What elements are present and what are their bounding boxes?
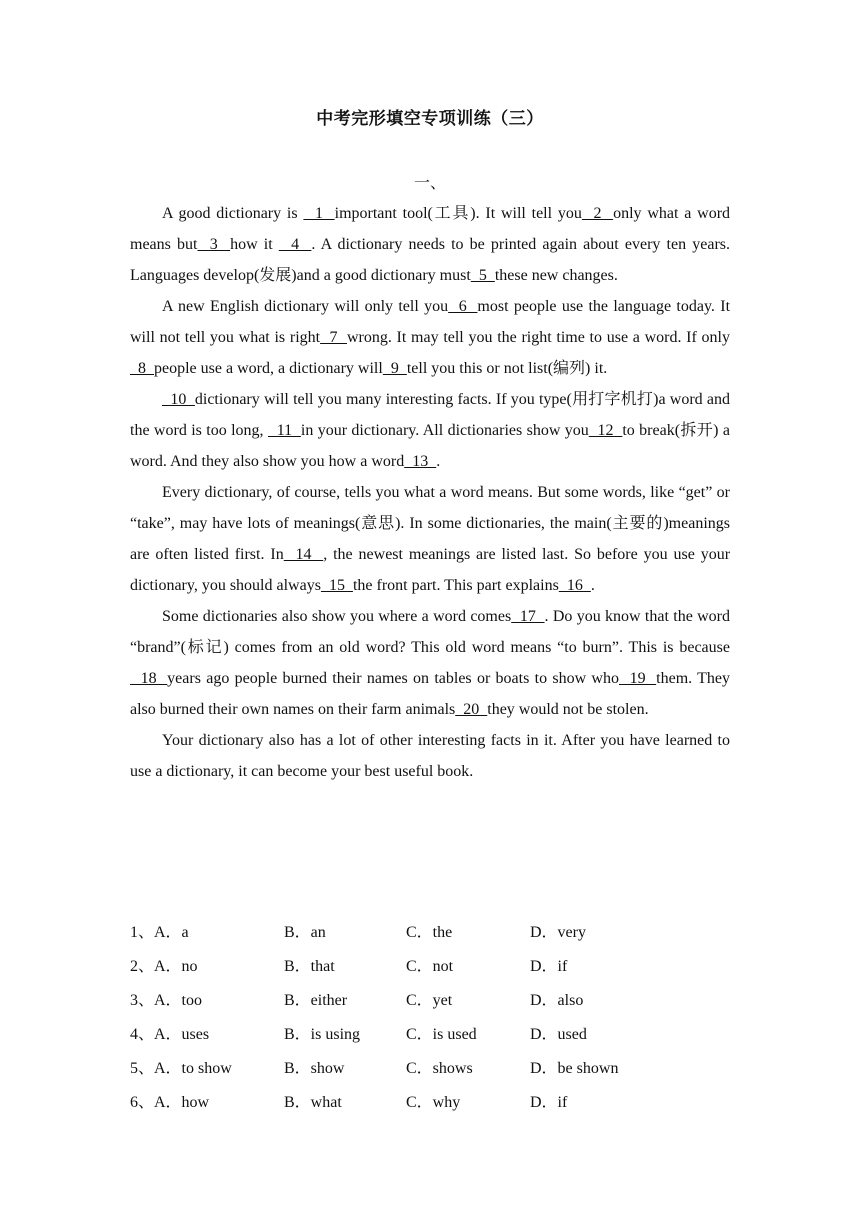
blank-number: 15	[320, 577, 353, 594]
option-row	[130, 1052, 750, 1086]
passage-text: them. They also burned their own names on their farm animals	[130, 670, 731, 718]
option-choice: B．an	[284, 924, 326, 941]
blank-number: 17	[511, 608, 545, 625]
blank-number: 14	[283, 546, 324, 563]
blank-number: 16	[558, 577, 591, 594]
answer-options	[130, 916, 750, 1120]
passage-text: Every dictionary, of course, tells you what a word means. But some words, like “get” or “take”, may have lots of meanings(意思). In some dictionaries, the main(主要的)meanings are often listed first. In	[130, 484, 730, 563]
option-choice: 5、A．to show	[130, 1060, 232, 1077]
passage-text: important tool(工具). It will tell you	[334, 205, 582, 222]
blank-number: 19	[618, 670, 657, 687]
passage-text: wrong. It may tell you the right time to use a word. If only	[346, 329, 730, 346]
option-choice: D．be shown	[530, 1060, 619, 1077]
passage-text: .	[436, 453, 441, 470]
passage-text: most people use the language today. It will not tell you what is right	[130, 298, 731, 346]
blank-number: 10	[162, 391, 195, 408]
blank-number: 2	[581, 205, 614, 222]
option-choice: 3、A．too	[130, 992, 203, 1009]
option-choice: D．used	[530, 1026, 587, 1043]
option-choice: 2、A．no	[130, 958, 198, 975]
blank-number: 5	[470, 267, 495, 284]
passage-text: . A dictionary needs to be printed again about every ten years. Languages develop(发展)and a good dictionary must	[130, 236, 731, 284]
option-choice: C．yet	[406, 992, 453, 1009]
blank-number: 4	[278, 236, 312, 253]
passage-text: these new changes.	[494, 267, 618, 284]
passage-text: . Do you know that the word “brand”(标记) comes from an old word? This old word means “to burn”. This is because	[130, 608, 731, 656]
blank-number: 11	[267, 422, 301, 439]
blank-number: 18	[130, 670, 168, 687]
blank-number: 8	[130, 360, 154, 377]
section-heading: 一、	[413, 173, 446, 192]
option-choice: B．is using	[284, 1026, 361, 1043]
blank-number: 20	[455, 701, 488, 718]
passage-text: Some dictionaries also show you where a word comes	[162, 608, 512, 625]
blank-number: 13	[404, 453, 437, 470]
passage-text: A new English dictionary will only tell you	[162, 298, 449, 315]
option-choice: B．either	[284, 992, 348, 1009]
option-choice: B．that	[284, 958, 335, 975]
passage-paragraph	[130, 384, 730, 477]
blank-number: 7	[320, 329, 347, 346]
passage-text: .	[590, 577, 595, 594]
option-choice: C．not	[406, 958, 454, 975]
option-row	[130, 916, 750, 950]
option-choice: C．the	[406, 924, 453, 941]
blank-number: 9	[382, 360, 407, 377]
option-choice: D．also	[530, 992, 584, 1009]
blank-number: 1	[303, 205, 335, 222]
passage-text: only what a word means but	[130, 205, 731, 253]
passage-text: dictionary will tell you many interesting facts. If you type(用打字机打)a word and the word is too long,	[130, 391, 730, 439]
passage-text: , the newest meanings are listed last. So before you use your dictionary, you should always	[130, 546, 731, 594]
passage-text: people use a word, a dictionary will	[154, 360, 383, 377]
option-choice: D．if	[530, 1094, 568, 1111]
option-row	[130, 950, 750, 984]
passage-text: to break(拆开) a word. And they also show you how a word	[130, 422, 730, 470]
passage-paragraph	[130, 601, 730, 725]
option-choice: 4、A．uses	[130, 1026, 210, 1043]
blank-number: 3	[197, 236, 231, 253]
cloze-passage	[130, 198, 730, 787]
passage-paragraph	[130, 291, 730, 384]
option-row	[130, 1018, 750, 1052]
passage-paragraph	[130, 198, 730, 291]
passage-text: they would not be stolen.	[487, 701, 649, 718]
option-choice: C．is used	[406, 1026, 477, 1043]
passage-text: the front part. This part explains	[352, 577, 559, 594]
option-choice: B．show	[284, 1060, 345, 1077]
option-choice: C．why	[406, 1094, 461, 1111]
passage-text: Your dictionary also has a lot of other interesting facts in it. After you have learned to use a dictionary, it can become your best useful book.	[130, 732, 730, 780]
option-choice: D．if	[530, 958, 568, 975]
passage-paragraph	[130, 725, 730, 787]
passage-text: in your dictionary. All dictionaries show you	[300, 422, 589, 439]
option-choice: 1、A．a	[130, 924, 189, 941]
passage-paragraph	[130, 477, 730, 601]
passage-text: years ago people burned their names on tables or boats to show who	[167, 670, 619, 687]
blank-number: 6	[448, 298, 478, 315]
passage-text: A good dictionary is	[162, 205, 304, 222]
blank-number: 12	[588, 422, 623, 439]
option-choice: B．what	[284, 1094, 342, 1111]
document-title: 中考完形填空专项训练（三）	[316, 109, 544, 129]
option-choice: D．very	[530, 924, 586, 941]
passage-text: tell you this or not list(编列) it.	[406, 360, 608, 377]
option-row	[130, 984, 750, 1018]
passage-text: how it	[230, 236, 279, 253]
option-choice: 6、A．how	[130, 1094, 210, 1111]
option-choice: C．shows	[406, 1060, 473, 1077]
option-row	[130, 1086, 750, 1120]
